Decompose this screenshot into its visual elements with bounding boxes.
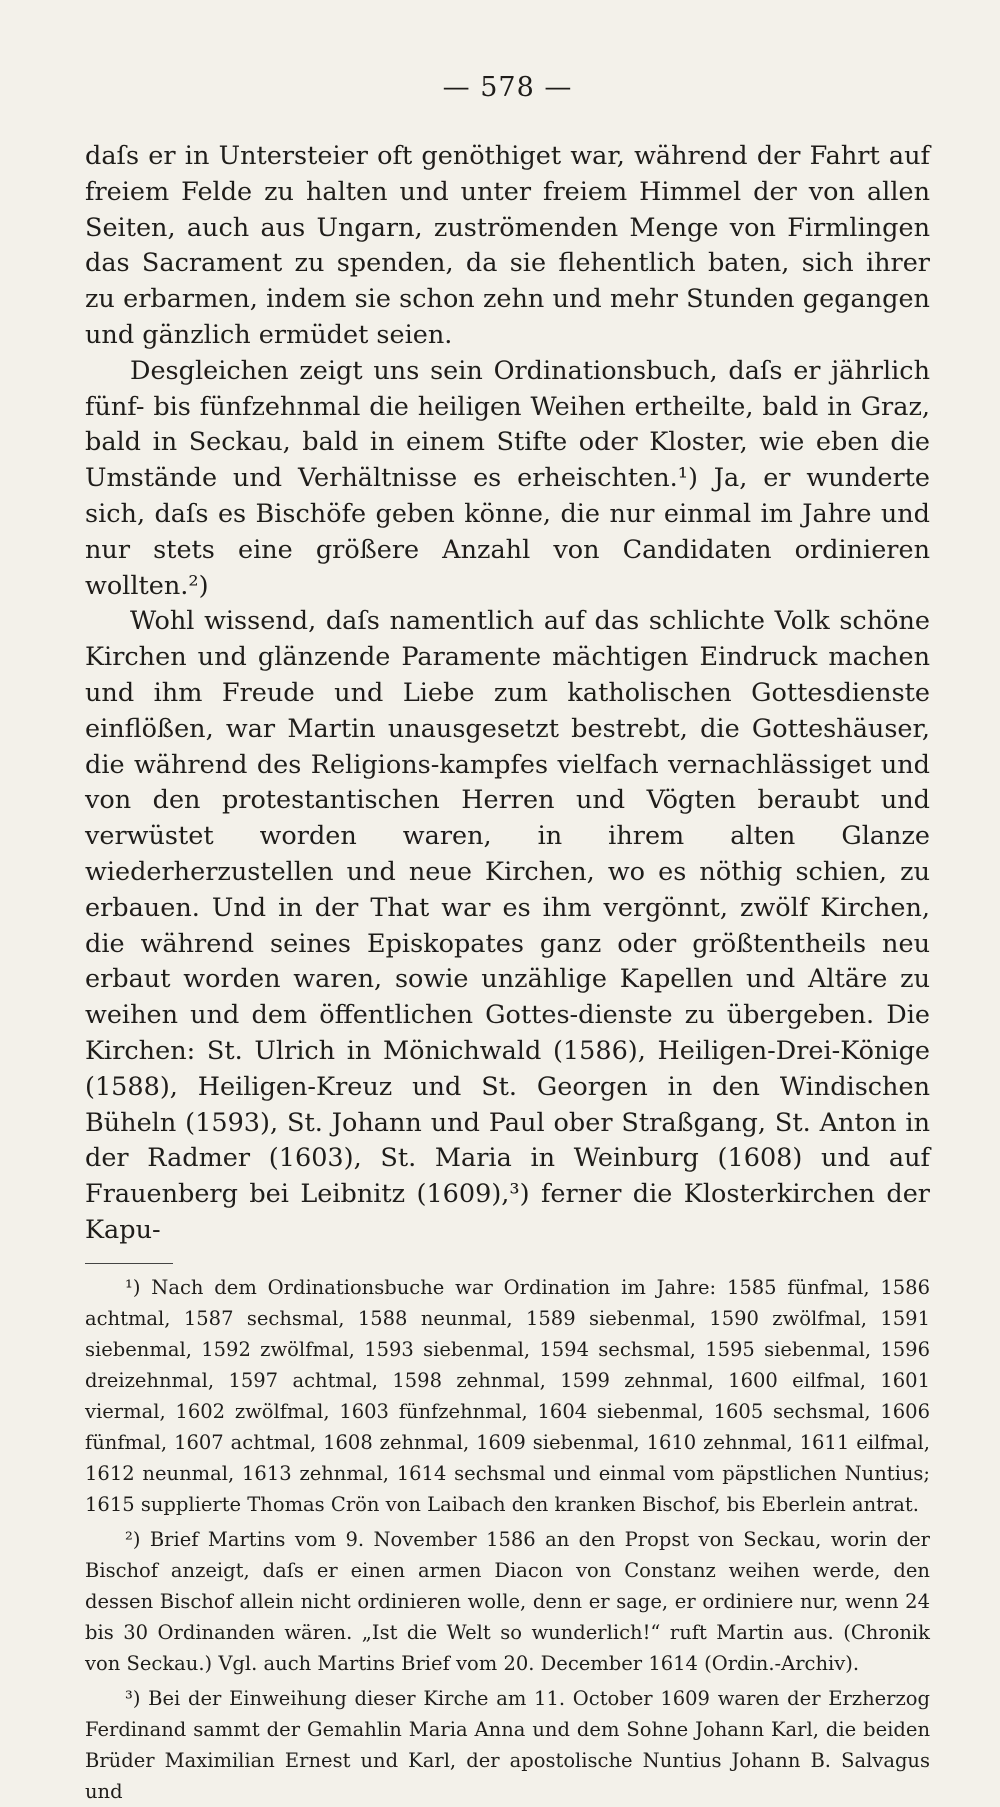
- footnote: ³) Bei der Einweihung dieser Kirche am 11. October 1609 waren der Erzherzog Ferdinand sammt der Gemahlin Maria Anna und dem Sohne Johann Karl, die beiden Brüder Maximilian Ernest und Karl, der apostolische Nuntius Johann B. Salvagus und: [85, 1686, 930, 1803]
- paragraph: Desgleichen zeigt uns sein Ordinationsbuch, daſs er jährlich fünf- bis fünfzehnmal die heiligen Weihen ertheilte, bald in Graz, bald in Seckau, bald in einem Stifte oder Kloster, wie eben die Umstände und Verhältnisse es erheischten.¹) Ja, er wunderte sich, daſs es Bischöfe geben könne, die nur einmal im Jahre und nur stets eine größere Anzahl von Candidaten ordinieren wollten.²): [85, 355, 930, 601]
- main-text: [85, 139, 930, 1249]
- paragraph: daſs er in Untersteier oft genöthiget war, während der Fahrt auf freiem Felde zu halten und unter freiem Himmel der von allen Seiten, auch aus Ungarn, zuströmenden Menge von Firmlingen das Sacrament zu spenden, da sie flehentlich baten, sich ihrer zu erbarmen, indem sie schon zehn und mehr Stunden gegangen und gänzlich ermüdet seien.: [85, 141, 930, 350]
- footnote: ¹) Nach dem Ordinationsbuche war Ordination im Jahre: 1585 fünfmal, 1586 achtmal, 1587 sechsmal, 1588 neunmal, 1589 siebenmal, 1590 zwölfmal, 1591 siebenmal, 1592 zwölfmal, 1593 siebenmal, 1594 sechsmal, 1595 siebenmal, 1596 dreizehnmal, 1597 achtmal, 1598 zehnmal, 1599 zehnmal, 1600 eilfmal, 1601 viermal, 1602 zwölfmal, 1603 fünfzehnmal, 1604 siebenmal, 1605 sechsmal, 1606 fünfmal, 1607 achtmal, 1608 zehnmal, 1609 siebenmal, 1610 zehnmal, 1611 eilfmal, 1612 neunmal, 1613 zehnmal, 1614 sechsmal und einmal vom päpstlichen Nuntius; 1615 supplierte Thomas Crön von Laibach den kranken Bischof, bis Eberlein antrat.: [85, 1275, 930, 1516]
- footnotes: [85, 1272, 930, 1807]
- paragraph: Wohl wissend, daſs namentlich auf das schlichte Volk schöne Kirchen und glänzende Paramente mächtigen Eindruck machen und ihm Freude und Liebe zum katholischen Gottesdienste einflößen, war Martin unausgesetzt bestrebt, die Gotteshäuser, die während des Religions-kampfes vielfach vernachlässiget und von den protestantischen Herren und Vögten beraubt und verwüstet worden waren, in ihrem alten Glanze wiederherzustellen und neue Kirchen, wo es nöthig schien, zu erbauen. Und in der That war es ihm vergönnt, zwölf Kirchen, die während seines Episkopates ganz oder größtentheils neu erbaut worden waren, sowie unzählige Kapellen und Altäre zu weihen und dem öffentlichen Gottes-dienste zu übergeben. Die Kirchen: St. Ulrich in Mönichwald (1586), Heiligen-Drei-Könige (1588), Heiligen-Kreuz und St. Georgen in den Windischen Büheln (1593), St. Johann und Paul ober Straßgang, St. Anton in der Radmer (1603), St. Maria in Weinburg (1608) und auf Frauenberg bei Leibnitz (1609),³) ferner die Klosterkirchen der Kapu-: [85, 606, 930, 1245]
- footnote-divider: [85, 1263, 173, 1264]
- page-number: — 578 —: [442, 72, 573, 103]
- footnote: ²) Brief Martins vom 9. November 1586 an den Propst von Seckau, worin der Bischof anzeigt, daſs er einen armen Diacon von Constanz weihen werde, den dessen Bischof allein nicht ordinieren wolle, denn er sage, er ordiniere nur, wenn 24 bis 30 Ordinanden wären. „Ist die Welt so wunderlich!“ ruft Martin aus. (Chronik von Seckau.) Vgl. auch Martins Brief vom 20. December 1614 (Ordin.-Archiv).: [85, 1527, 930, 1675]
